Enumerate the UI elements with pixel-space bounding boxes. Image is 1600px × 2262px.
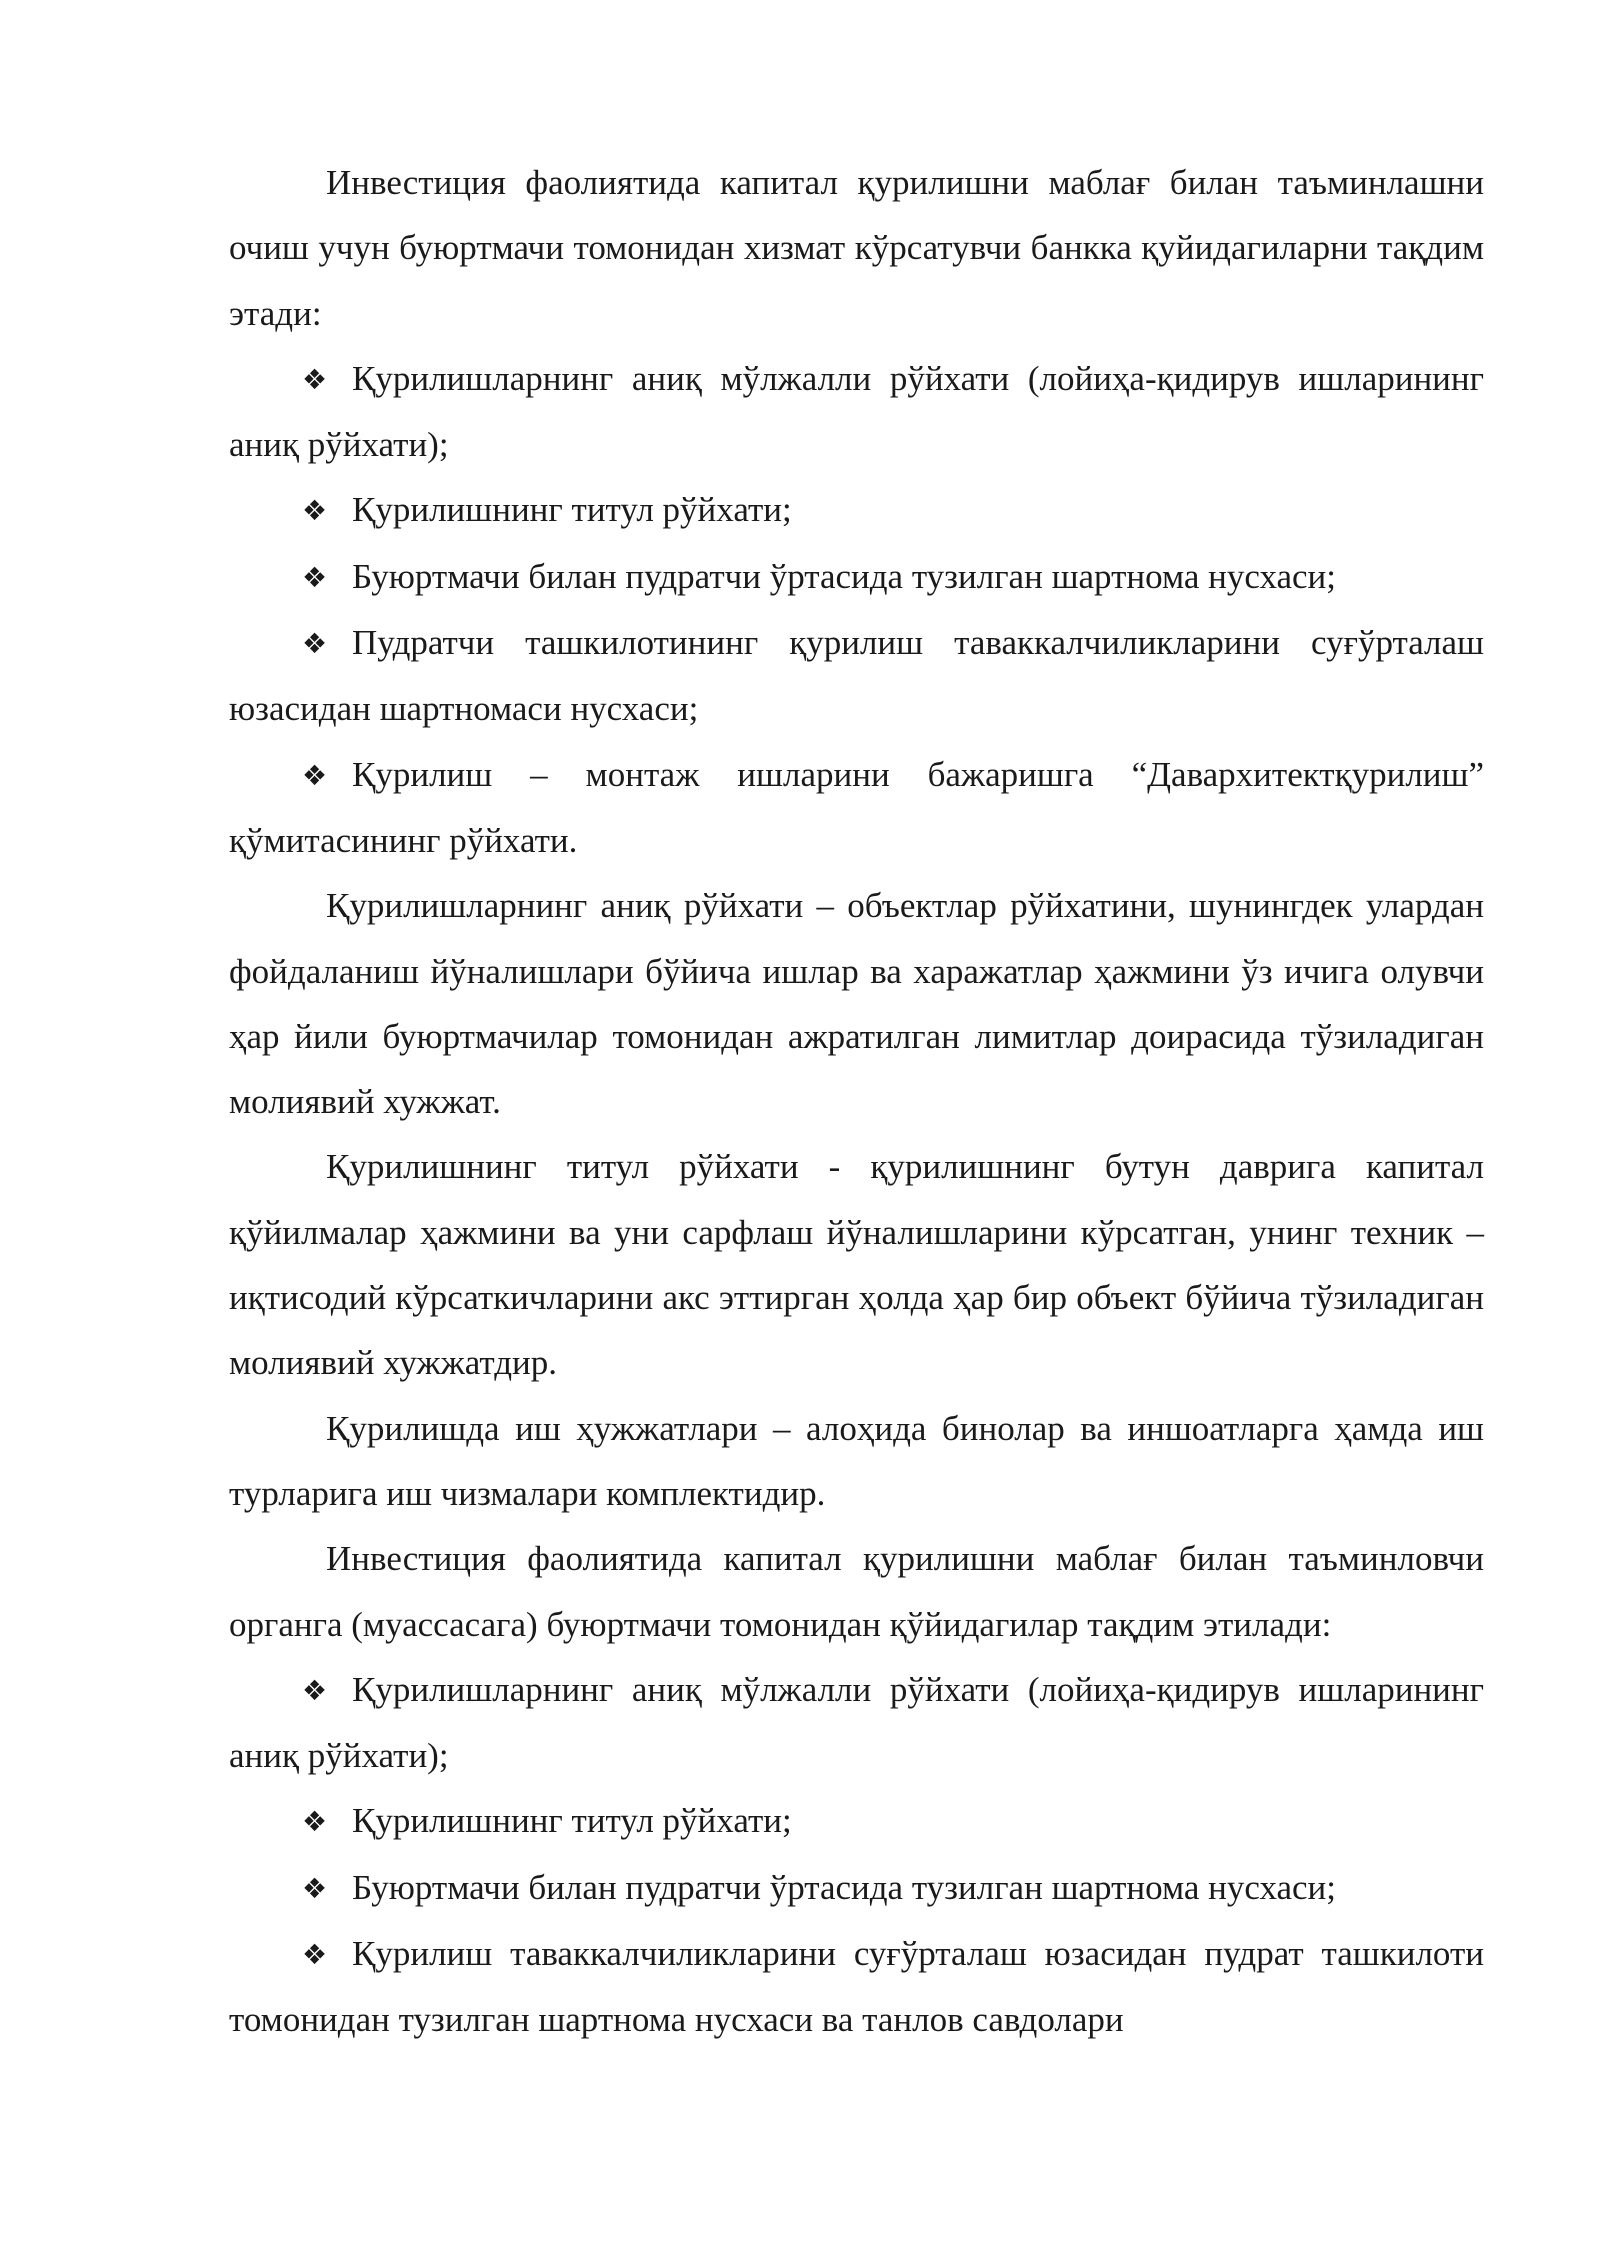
list-item-text: Пудратчи ташкилотининг қурилиш таваккалчиликларини суғўрталаш юзасидан шартномаси нусхаси;	[229, 623, 1484, 729]
list-item	[229, 1788, 1484, 1854]
list-item-text: Буюртмачи билан пудратчи ўртасида тузилган шартнома нусхаси;	[352, 1867, 1337, 1907]
list-item-text: Буюртмачи билан пудратчи ўртасида тузилган шартнома нусхаси;	[352, 556, 1337, 596]
list-item	[229, 346, 1484, 478]
paragraph-intro: Инвестиция фаолиятида капитал қурилишни маблағ билан таъминлашни очиш учун буюртмачи томонидан хизмат кўрсатувчи банкка қуйидагиларни тақдим этади:	[229, 163, 1484, 333]
paragraph-funding-body: Инвестиция фаолиятида капитал қурилишни маблағ билан таъминловчи органга (муассасага) буюртмачи томонидан қўйидагилар тақдим этилади:	[229, 1539, 1484, 1644]
list-item	[229, 1921, 1484, 2053]
diamond-bullet-icon: ❖	[302, 1805, 328, 1839]
list-item-text: Қурилишларнинг аниқ мўлжалли рўйхати (лойиҳа-қидирув ишларининг аниқ рўйхати);	[229, 1669, 1484, 1776]
diamond-bullet-icon: ❖	[302, 560, 328, 594]
diamond-bullet-icon: ❖	[302, 362, 328, 396]
list-item-text: Қурилишнинг титул рўйхати;	[352, 1801, 792, 1841]
diamond-bullet-icon: ❖	[302, 1871, 328, 1905]
list-item	[229, 610, 1484, 742]
list-item-text: Қурилишнинг титул рўйхати;	[352, 490, 792, 530]
list-item	[229, 477, 1484, 543]
list-item-text: Қурилиш таваккалчиликларини суғўрталаш юзасидан пудрат ташкилоти томонидан тузилган шартнома нусхаси ва танлов савдолари	[229, 1934, 1484, 2040]
diamond-bullet-icon: ❖	[302, 758, 328, 792]
list-item	[229, 1657, 1484, 1789]
paragraph-construction-list: Қурилишларнинг аниқ рўйхати – объектлар рўйхатини, шунингдек улардан фойдаланиш йўналишлари бўйича ишлар ва харажатлар ҳажмини ўз ичига олувчи ҳар йили буюртмачилар томонидан ажратилган лимитлар доирасида тўзиладиган молиявий хужжат.	[229, 886, 1484, 1122]
diamond-bullet-icon: ❖	[302, 494, 328, 528]
document-page	[229, 150, 1484, 2053]
diamond-bullet-icon: ❖	[302, 1673, 328, 1707]
list-item-text: Қурилишларнинг аниқ мўлжалли рўйхати (лойиҳа-қидирув ишларининг аниқ рўйхати);	[229, 358, 1484, 465]
list-item	[229, 544, 1484, 610]
paragraph-work-documents: Қурилишда иш ҳужжатлари – алоҳида бинолар ва иншоатларга ҳамда иш турларига иш чизмалари комплектидир.	[229, 1408, 1484, 1513]
list-item	[229, 742, 1484, 874]
list-item	[229, 1855, 1484, 1921]
list-item-text: Қурилиш – монтаж ишларини бажаришга “Давархитектқурилиш” қўмитасининг рўйхати.	[229, 754, 1484, 860]
paragraph-title-list: Қурилишнинг титул рўйхати - қурилишнинг бутун даврига капитал қўйилмалар ҳажмини ва уни сарфлаш йўналишларини кўрсатган, унинг техник – иқтисодий кўрсаткичларини акс эттирган ҳолда ҳар бир объект бўйича тўзиладиган молиявий хужжатдир.	[229, 1147, 1484, 1383]
diamond-bullet-icon: ❖	[302, 627, 328, 661]
diamond-bullet-icon: ❖	[302, 1938, 328, 1972]
